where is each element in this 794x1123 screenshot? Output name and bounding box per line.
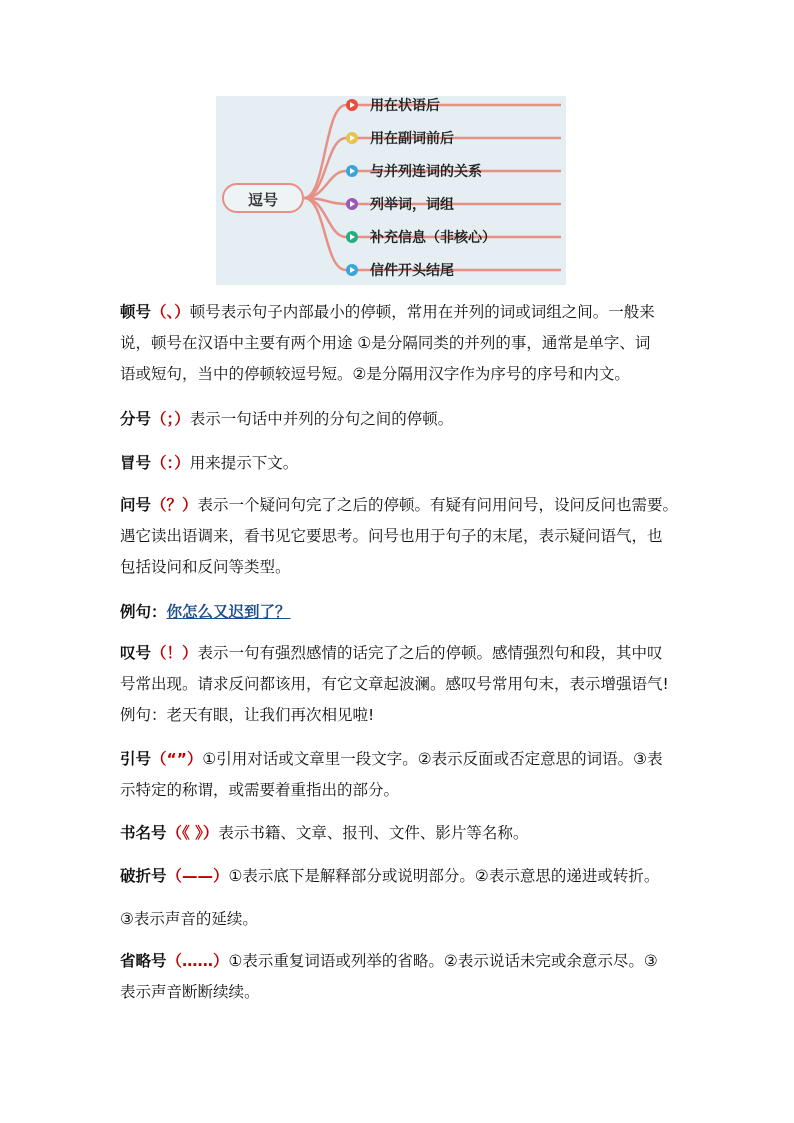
section-line: 表示声音断断续续。 <box>120 983 260 1001</box>
section-fenhao <box>120 404 680 435</box>
flag-icon <box>346 99 358 111</box>
section-line: ③表示声音的延续。 <box>120 910 258 928</box>
text: 表示一句话中并列的分句之间的停顿。 <box>189 410 454 428</box>
section-yinhao <box>120 744 680 806</box>
section-line <box>120 744 680 775</box>
flag-icon <box>346 198 358 210</box>
section-line: 语或短句，当中的停顿较逗号短。②是分隔用汉字作为序号的序号和内文。 <box>120 365 630 383</box>
symbol: （：） <box>151 454 190 472</box>
example-text: 你怎么又迟到了？ <box>166 603 291 621</box>
text: 表示一句有强烈感情的话完了之后的停顿。感情强烈句和段，其中叹 <box>197 644 663 662</box>
term: 顿号 <box>120 303 152 321</box>
example-sentence <box>120 597 680 628</box>
term: 问号 <box>120 496 152 514</box>
term: 冒号 <box>120 454 152 472</box>
section-wenhao <box>120 490 680 583</box>
flag-icon <box>346 231 358 243</box>
section-shenglue <box>120 946 680 1008</box>
flag-icon <box>346 264 358 276</box>
section-line <box>120 946 680 977</box>
term: 叹号 <box>120 644 152 662</box>
branch-label: 用在副词前后 <box>370 131 454 147</box>
term: 省略号 <box>120 952 167 970</box>
flag-icon <box>346 165 358 177</box>
symbol: （；） <box>151 410 190 428</box>
section-line <box>120 490 680 521</box>
branch-label: 信件开头结尾 <box>370 263 454 279</box>
symbol: （！） <box>151 644 198 662</box>
mindmap-branch <box>346 96 440 116</box>
mindmap-branch <box>346 226 496 248</box>
symbol: （“”） <box>151 750 203 768</box>
section-dunhao <box>120 297 680 390</box>
term: 分号 <box>120 410 152 428</box>
text: 表示一个疑问句完了之后的停顿。有疑有问用问号，设问反问也需要。 <box>197 496 679 514</box>
term: 引号 <box>120 750 152 768</box>
section-maohao <box>120 448 680 479</box>
term: 书名号 <box>120 824 167 842</box>
section-line: 遇它读出语调来，看书见它要思考。问号也用于句子的末尾，表示疑问语气，也 <box>120 527 663 545</box>
symbol: （、） <box>151 303 190 321</box>
mindmap-branch <box>346 193 454 215</box>
section-line <box>120 818 680 849</box>
section-line <box>120 448 680 479</box>
text: 用来提示下文。 <box>189 454 299 472</box>
section-shuminghao <box>120 818 680 849</box>
text: ①引用对话或文章里一段文字。②表示反面或否定意思的词语。③表 <box>202 750 663 768</box>
text: ①表示底下是解释部分或说明部分。②表示意思的递进或转折。 <box>228 867 660 885</box>
section-pozhehao-cont <box>120 904 680 935</box>
section-line <box>120 404 680 435</box>
branch-label: 列举词，词组 <box>370 197 454 213</box>
text: 顿号表示句子内部最小的停顿，常用在并列的词或词组之间。一般来 <box>189 303 655 321</box>
symbol: （——） <box>166 867 229 885</box>
comma-mindmap <box>216 96 566 285</box>
symbol: （……） <box>166 952 229 970</box>
section-line <box>120 597 680 628</box>
term: 破折号 <box>120 867 167 885</box>
branch-label: 用在状语后 <box>370 98 440 114</box>
mindmap-branch <box>346 160 482 182</box>
text: ①表示重复词语或列举的省略。②表示说话未完或余意示尽。③ <box>228 952 658 970</box>
mindmap-branch <box>346 127 454 149</box>
section-line: 号常出现。请求反问都该用，有它文章起波澜。感叹号常用句末，表示增强语气! <box>120 675 669 693</box>
section-line <box>120 861 680 892</box>
mindmap-branch <box>346 259 454 281</box>
section-line <box>120 638 680 669</box>
branch-label: 与并列连词的关系 <box>370 164 482 180</box>
example-label: 例句： <box>120 603 167 621</box>
section-line: 说，顿号在汉语中主要有两个用途 ①是分隔同类的并列的事，通常是单字、词 <box>120 334 651 352</box>
text: 表示书籍、文章、报刊、文件、影片等名称。 <box>218 824 529 842</box>
symbol: （《 》） <box>166 824 219 842</box>
mindmap-root: 逗号 <box>222 183 304 213</box>
flag-icon <box>346 132 358 144</box>
section-pozhehao <box>120 861 680 892</box>
branch-label: 补充信息（非核心） <box>370 230 496 246</box>
symbol: （？） <box>151 496 198 514</box>
section-line: 包括设问和反问等类型。 <box>120 558 291 576</box>
section-line: 例句：老天有眼，让我们再次相见啦! <box>120 706 375 724</box>
section-line <box>120 297 680 328</box>
section-tanhao <box>120 638 680 731</box>
section-line: 示特定的称谓，或需要着重指出的部分。 <box>120 781 400 799</box>
